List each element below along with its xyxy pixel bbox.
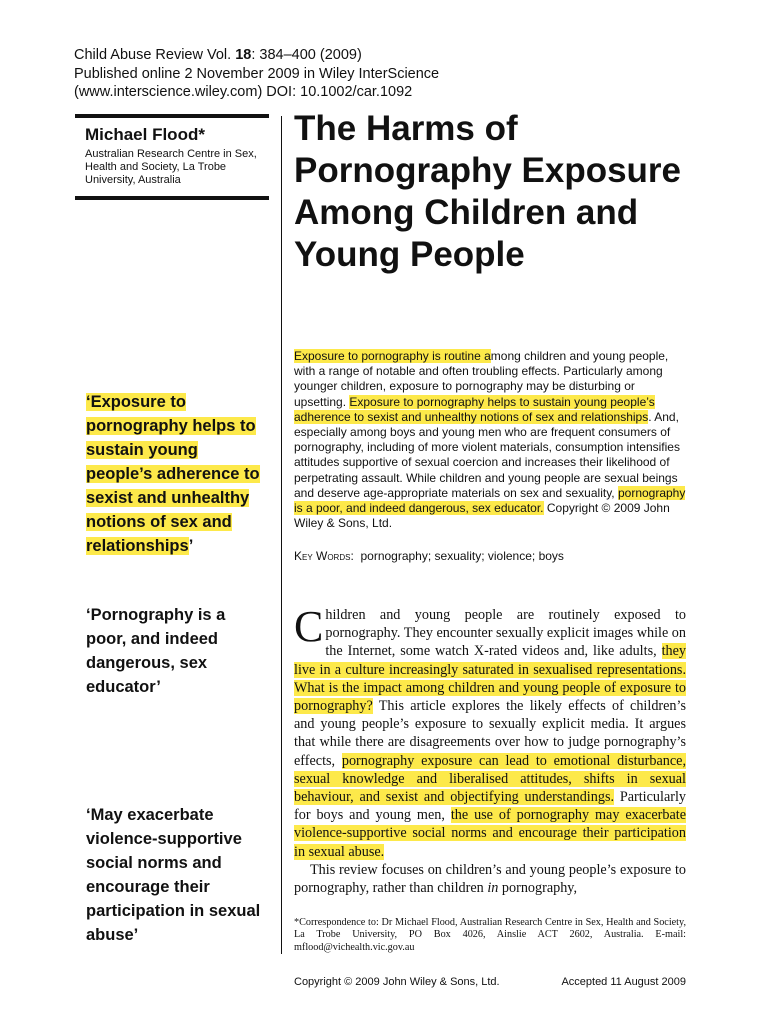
body-highlight-1: they live in a culture increasingly saturated in sexualised representations. What is the impact among children and young people of exposure to pornography? [294,643,686,715]
abstract-highlight-3: pornography is a poor, and indeed dangerous, sex educator. [294,485,686,516]
keywords [294,549,686,564]
correspondence-footnote: *Correspondence to: Dr Michael Flood, Australian Research Centre in Sex, Health and Society, La Trobe University, PO Box 4026, Ainslie ACT 2602, Australia. E-mail: mflood@vichealth.vic.gov.au [294,917,686,953]
abstract-highlight-1: Exposure to pornography is routine a [294,349,491,363]
footer-copyright: Copyright © 2009 John Wiley & Sons, Ltd. [294,976,500,988]
journal-header [74,46,674,102]
article-title: The Harms of Pornography Exposure Among Children and Young People [294,109,682,274]
citation-journal: Child Abuse Review Vol. [74,47,236,63]
abstract-text-1: mong children and young people, with a range of notable and often troubling effects. Particularly among younger children, exposure to pornography may be disturbing or upsetting. [294,349,669,409]
pull-quote-1 [86,390,266,558]
abstract-copyright: Copyright © 2009 John Wiley & Sons, Ltd. [294,501,670,531]
column-divider [281,116,282,954]
pull-quote-1-end: ’ [188,537,194,555]
body-highlight-2: pornography exposure can lead to emotional disturbance, sexual knowledge and liberalised attitudes, shifts in sexual behaviour, and sexist and objectifying understandings. [294,752,687,806]
body-text-2b: pornography, [498,880,578,897]
pull-quote-2: ‘Pornography is a poor, and indeed dangerous, sex educator’ [86,606,226,696]
body-text-2a: This review focuses on children’s and young people’s exposure to pornography, rather than children [294,862,686,897]
body-text-1a: hildren and young people are routinely exposed to pornography. They encounter sexually explicit images while on the Internet, some watch X-rated videos and, like adults, [325,607,686,660]
footer-accepted-date: Accepted 11 August 2009 [561,976,686,988]
pull-quote-1-highlight: ‘Exposure to pornography helps to sustain young people’s adherence to sexist and unhealthy notions of sex and relationships [86,393,260,555]
body-text-2-emphasis: in [487,880,499,897]
body-text-1c: Particularly for boys and young men, [294,789,687,824]
pull-quote-3: ‘May exacerbate violence-supportive social norms and encourage their participation in sexual abuse’ [86,806,261,944]
author-rule-top [75,114,269,118]
author-rule-bottom [75,196,269,200]
author-name: Michael Flood* [85,125,205,144]
author-affiliation: Australian Research Centre in Sex, Health and Society, La Trobe University, Australia [85,148,257,186]
published-line: Published online 2 November 2009 in Wiley InterScience [74,65,440,82]
abstract-text-2: . And, especially among boys and young men who are frequent consumers of pornography, including of more violent materials, consumption intensifies attitudes supportive of sexual coercion and increases their likelihood of perpetrating assault. While children and young people are sexual beings and deserve age-appropriate materials on sex and sexuality, [294,409,680,500]
body-text-1b: This article explores the likely effects of children’s and young people’s exposure to sexually explicit media. It argues that while there are disagreements over how to judge pornography’s effects, [294,698,686,769]
body-paragraph-1 [294,602,687,861]
abstract-highlight-2: Exposure to pornography helps to sustain young people’s adherence to sexist and unhealthy notions of sex and relationships [294,394,655,424]
body-highlight-3: the use of pornography may exacerbate violence-supportive social norms and encourage their participation in sexual abuse. [294,807,686,860]
citation-pages: : 384–400 (2009) [251,47,362,63]
citation-volume: 18 [235,47,252,63]
body-paragraph-2 [294,861,686,897]
drop-cap: C [294,602,324,651]
keywords-label: Key Words: [294,549,354,563]
keywords-values: pornography; sexuality; violence; boys [360,549,564,563]
author-block [85,124,269,187]
doi-line: (www.interscience.wiley.com) DOI: 10.1002/car.1092 [74,84,413,100]
citation-line [74,46,674,65]
abstract [294,349,686,531]
